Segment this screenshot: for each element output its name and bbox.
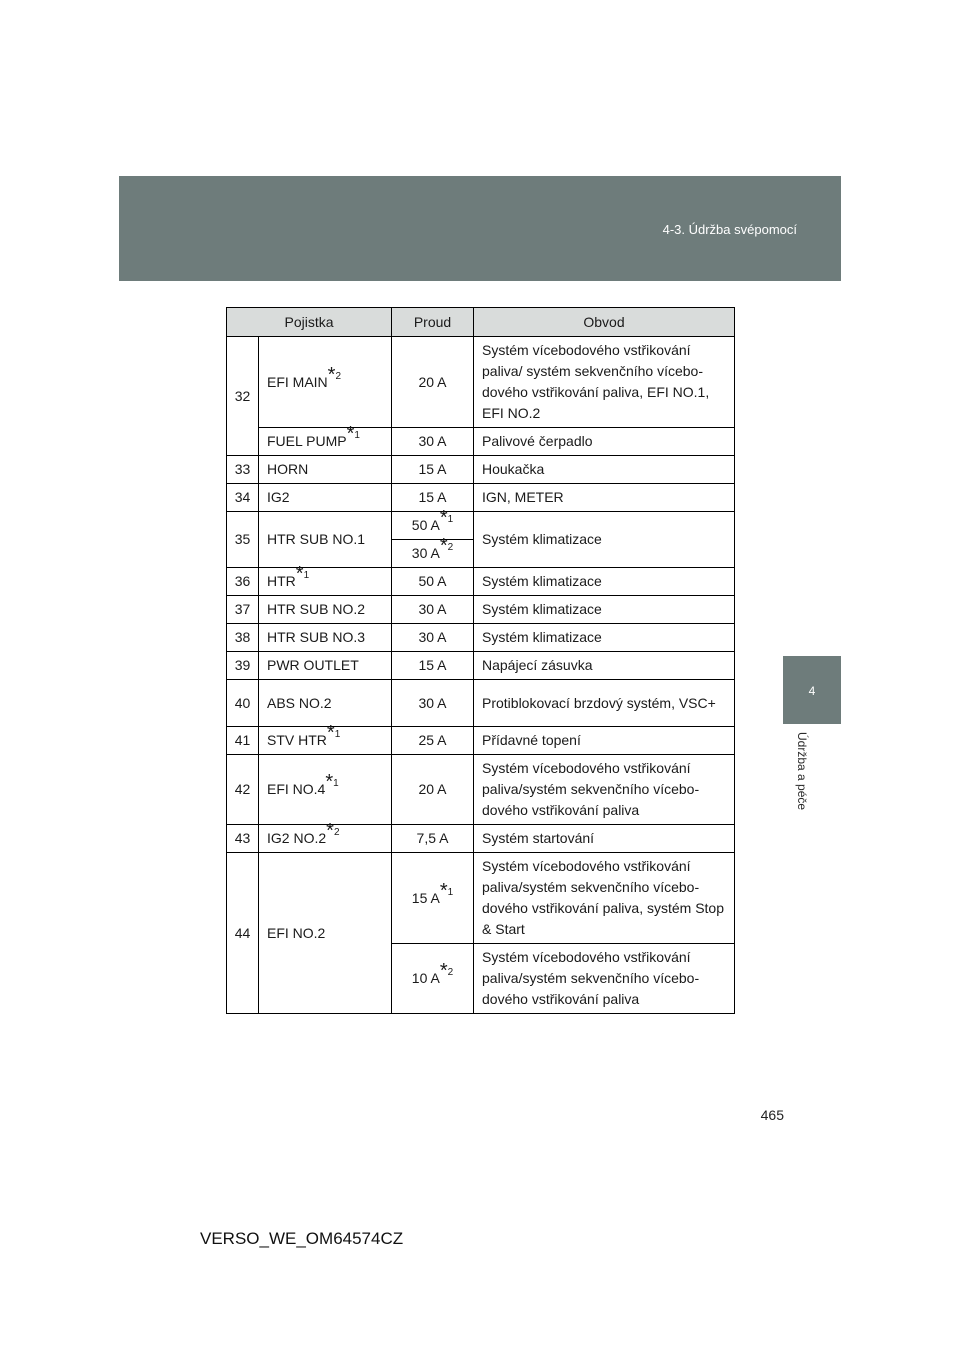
footnote-ref: 1 xyxy=(334,729,341,740)
table-row xyxy=(227,512,735,540)
fuse-name: EFI NO.2 xyxy=(259,853,392,1014)
footnote-star: * xyxy=(439,879,448,902)
fuse-circuit: Systém klimatizace xyxy=(474,596,735,624)
fuse-number: 39 xyxy=(227,652,259,680)
fuse-name: IG2 xyxy=(259,484,392,512)
fuse-circuit: Napájecí zásuvka xyxy=(474,652,735,680)
fuse-number: 37 xyxy=(227,596,259,624)
footnote-ref: 1 xyxy=(303,570,310,581)
fuse-circuit: Systém klimatizace xyxy=(474,512,735,568)
document-code: VERSO_WE_OM64574CZ xyxy=(200,1229,404,1248)
fuse-number: 43 xyxy=(227,825,259,853)
fuse-circuit: Systém startování xyxy=(474,825,735,853)
table-row xyxy=(227,853,735,944)
chapter-label: Údržba a péče xyxy=(795,732,809,811)
fuse-current: 30 A xyxy=(392,680,474,727)
fuse-circuit: Systém vícebodového vstřikování paliva/systém sekvenčního vícebo-dového vstřikování paliva xyxy=(474,755,735,825)
table-row xyxy=(227,680,735,727)
fuse-number: 32 xyxy=(227,337,259,456)
fuse-current: 50 A*$^1$ xyxy=(392,512,474,540)
table-row xyxy=(227,727,735,755)
fuse-circuit: Systém vícebodového vstřikování paliva/systém sekvenčního vícebo-dového vstřikování paliva, systém Stop & Start xyxy=(474,853,735,944)
fuse-number: 33 xyxy=(227,456,259,484)
fuse-name: HTR SUB NO.2 xyxy=(259,596,392,624)
footnote-ref: 1 xyxy=(447,514,454,525)
fuse-current: 15 A xyxy=(392,484,474,512)
fuse-name: HORN xyxy=(259,456,392,484)
footnote-ref: 2 xyxy=(447,967,454,978)
fuse-circuit: IGN, METER xyxy=(474,484,735,512)
footnote-star: * xyxy=(439,960,448,982)
footnote-ref: 1 xyxy=(354,430,360,441)
fuse-number: 35 xyxy=(227,512,259,568)
fuse-name: ABS NO.2 xyxy=(259,680,392,727)
fuse-current: 15 A*$^1$ xyxy=(392,853,474,944)
footnote-star: * xyxy=(439,507,448,529)
footnote-ref: 2 xyxy=(447,542,454,553)
fuse-current: 30 A xyxy=(392,624,474,652)
fuse-current: 30 A xyxy=(392,596,474,624)
fuse-number: 36 xyxy=(227,568,259,596)
fuse-circuit: Palivové čerpadlo xyxy=(474,428,735,456)
header-band xyxy=(119,176,841,281)
fuse-number: 42 xyxy=(227,755,259,825)
fuse-current: 20 A xyxy=(392,337,474,428)
footnote-ref: 1 xyxy=(447,886,454,898)
fuse-table xyxy=(226,307,735,1014)
column-header-current: Proud xyxy=(392,308,474,337)
fuse-current: 15 A xyxy=(392,456,474,484)
fuse-circuit: Protiblokovací brzdový systém, VSC+ xyxy=(474,680,735,727)
fuse-current: 30 A xyxy=(392,428,474,456)
table-row xyxy=(227,652,735,680)
table-header-row xyxy=(227,308,735,337)
fuse-circuit: Přídavné topení xyxy=(474,727,735,755)
fuse-name: FUEL PUMP*$^1$ xyxy=(259,428,392,456)
fuse-number: 34 xyxy=(227,484,259,512)
footnote-ref: 2 xyxy=(333,827,340,838)
footnote-star: * xyxy=(295,563,304,585)
fuse-circuit: Systém klimatizace xyxy=(474,568,735,596)
fuse-current: 10 A*$^2$ xyxy=(392,944,474,1014)
table-row xyxy=(227,337,735,428)
column-header-fuse: Pojistka xyxy=(227,308,392,337)
table-row xyxy=(227,624,735,652)
fuse-current: 25 A xyxy=(392,727,474,755)
fuse-current: 7,5 A xyxy=(392,825,474,853)
fuse-current: 50 A xyxy=(392,568,474,596)
footnote-star: * xyxy=(325,771,334,793)
table-row xyxy=(227,456,735,484)
chapter-number: 4 xyxy=(808,684,816,698)
footnote-star: * xyxy=(327,363,336,386)
chapter-tab xyxy=(783,656,841,724)
fuse-circuit: Systém klimatizace xyxy=(474,624,735,652)
table-row xyxy=(227,755,735,825)
footnote-star: * xyxy=(326,722,335,744)
fuse-current: 20 A xyxy=(392,755,474,825)
footnote-ref: 1 xyxy=(333,778,339,789)
fuse-name: EFI NO.4*$^1$ xyxy=(259,755,392,825)
fuse-name: EFI MAIN*$^2$ xyxy=(259,337,392,428)
footnote-star: * xyxy=(326,820,334,842)
fuse-number: 41 xyxy=(227,727,259,755)
fuse-current: 15 A xyxy=(392,652,474,680)
footnote-star: * xyxy=(346,423,355,445)
fuse-circuit: Systém vícebodového vstřikování paliva/systém sekvenčního vícebo-dového vstřikování paliva xyxy=(474,944,735,1014)
page-number: 465 xyxy=(760,1107,784,1123)
fuse-number: 44 xyxy=(227,853,259,1014)
table-row xyxy=(227,825,735,853)
fuse-circuit: Houkačka xyxy=(474,456,735,484)
footnote-star: * xyxy=(439,535,448,557)
fuse-circuit: Systém vícebodového vstřikování paliva/ systém sekvenčního vícebo-dového vstřikování paliva, EFI NO.1, EFI NO.2 xyxy=(474,337,735,428)
footnote-ref: 2 xyxy=(335,370,342,382)
fuse-name: IG2 NO.2*$^2$ xyxy=(259,825,392,853)
table-row xyxy=(227,596,735,624)
fuse-name: HTR SUB NO.1 xyxy=(259,512,392,568)
section-title: 4-3. Údržba svépomocí xyxy=(662,222,797,237)
table-row xyxy=(227,484,735,512)
fuse-number: 38 xyxy=(227,624,259,652)
fuse-current: 30 A*$^2$ xyxy=(392,540,474,568)
fuse-name: STV HTR*$^1$ xyxy=(259,727,392,755)
fuse-name: PWR OUTLET xyxy=(259,652,392,680)
fuse-name: HTR*$^1$ xyxy=(259,568,392,596)
fuse-name: HTR SUB NO.3 xyxy=(259,624,392,652)
table-row xyxy=(227,568,735,596)
fuse-number: 40 xyxy=(227,680,259,727)
column-header-circuit: Obvod xyxy=(474,308,735,337)
table-row xyxy=(227,428,735,456)
